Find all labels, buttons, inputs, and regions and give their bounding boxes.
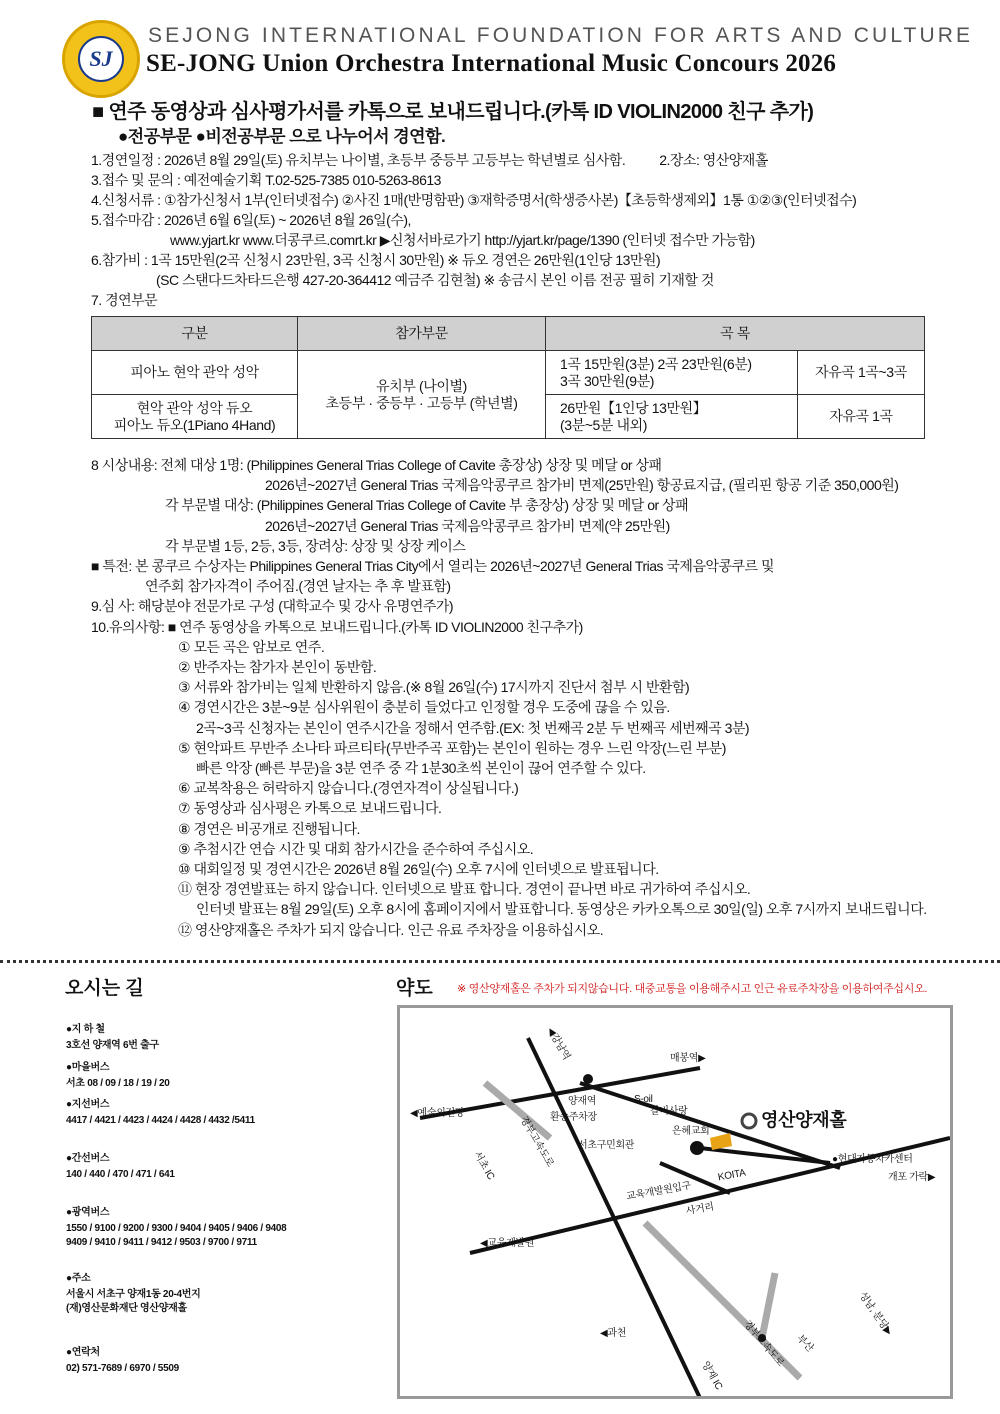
direction-text: 02) 571-7689 / 6970 / 5509 (66, 1363, 179, 1374)
detail-line: ⑦ 동영상과 심사평은 카톡으로 보내드립니다. (178, 800, 442, 817)
detail-line: 각 부문별 1등, 2등, 3등, 장려상: 상장 및 상장 케이스 (165, 537, 466, 554)
foundation-logo: SJ (62, 20, 140, 98)
detail-line: ⑤ 현악파트 무반주 소나타 파르티타(무반주곡 포함)는 본인이 원하는 경우 느린 악장(느린 부분) (178, 739, 726, 756)
notice-headline: ■ 연주 동영상과 심사평가서를 카톡으로 보내드립니다.(카톡 ID VIOLIN2000 친구 추가) (92, 101, 814, 123)
direction-label: ●간선버스 (66, 1153, 110, 1164)
direction-text: 서초 08 / 09 / 18 / 19 / 20 (66, 1078, 170, 1089)
map-label: ◀강남역 (544, 1025, 572, 1062)
venue-label: 영산양재홀 (761, 1110, 847, 1130)
detail-line: 2026년~2027년 General Trias 국제음악콩쿠르 참가비 면제(약 25만원) (265, 517, 670, 534)
info-line: 3.접수 및 문의 : 예전예술기획 T.02-525-7385 010-5263-8613 (91, 172, 441, 188)
info-line: 4.신청서류 : ①참가신청서 1부(인터넷접수) ②사진 1매(반명함판) ③재학증명서(학생증사본)【초등학생제외】1통 ①②③(인터넷접수) (91, 192, 857, 208)
detail-line: ⑧ 경연은 비공개로 진행됩니다. (178, 820, 360, 837)
info-row (91, 151, 768, 169)
direction-item (66, 1023, 159, 1053)
map-label: KOITA (717, 1167, 747, 1184)
direction-text: 9409 / 9410 / 9411 / 9412 / 9503 / 9700 / 9711 (66, 1237, 257, 1248)
division-cell: 유치부 (나이별) 초등부 · 중등부 · 고등부 (학년별) (298, 351, 546, 439)
detail-line: ⑥ 교복착용은 허락하지 않습니다.(경연자격이 상실됩니다.) (178, 780, 519, 797)
map-label: ●현대자동차카센터 (832, 1154, 913, 1165)
detail-line: ⑩ 대회일정 및 경연시간은 2026년 8월 26일(수) 오후 7시에 인터넷으로 발표됩니다. (178, 861, 659, 877)
direction-item (66, 1098, 255, 1128)
info-line: (SC 스탠다드차타드은행 427-20-364412 예금주 김현철) ※ 송금시 본인 이름 전공 필히 기재할 것 (156, 272, 714, 288)
location-map (397, 1005, 953, 1399)
detail-line: ① 모든 곡은 암보로 연주. (178, 638, 325, 655)
map-label: 서초구민회관 (578, 1140, 635, 1151)
info-line: 5.접수마감 : 2026년 6월 6일(토) ~ 2026년 8월 26일(수), (91, 212, 411, 228)
detail-line: ⑨ 추첨시간 연습 시간 및 대회 참가시간을 준수하여 주십시오. (178, 840, 534, 857)
map-label: 사거리 (685, 1201, 715, 1218)
map-label: ◀과천 (600, 1328, 627, 1339)
detail-line: 인터넷 발표는 8월 29일(토) 오후 8시에 홈페이지에서 발표합니다. 동영상은 카카오톡으로 30일(일) 오후 7시까지 보내드립니다. (196, 901, 927, 918)
direction-text: 1550 / 9100 / 9200 / 9300 / 9404 / 9405 / 9406 / 9408 (66, 1223, 287, 1234)
map-label: 매봉역▶ (670, 1053, 706, 1064)
divider (0, 960, 1000, 963)
direction-text: 140 / 440 / 470 / 471 / 641 (66, 1169, 175, 1180)
direction-item (66, 1206, 286, 1250)
map-label: 은혜교회 (672, 1126, 710, 1137)
detail-line: ⑪ 현장 경연발표는 하지 않습니다. 인터넷으로 발표 합니다. 경연이 끝나면 바로 귀가하여 주십시오. (178, 881, 751, 898)
info-line: 7. 경연부문 (91, 292, 158, 308)
org-name: SEJONG INTERNATIONAL FOUNDATION FOR ARTS AND CULTURE (148, 24, 974, 47)
direction-text: 4417 / 4421 / 4423 / 4424 / 4428 / 4432 /5411 (66, 1115, 255, 1126)
info-line: 6.참가비 : 1곡 15만원(2곡 신청시 23만원, 3곡 신청시 30만원) ※ 듀오 경연은 26만원(1인당 13만원) (91, 252, 661, 268)
map-label: 성남, 분당▶ (856, 1290, 895, 1338)
map-roads (400, 1008, 950, 1396)
map-label: 경부고속도로 (741, 1318, 786, 1369)
directions-title: 오시는 길 (65, 978, 144, 999)
detail-line: 빠른 악장 (빠른 부문)을 3분 연주 중 각 1분30초씩 본인이 끊어 연주할 수 있다. (196, 760, 646, 776)
map-label: 서초 IC (471, 1149, 497, 1182)
map-label: S-oil (634, 1094, 653, 1105)
map-label: 경부고속도로 (517, 1114, 556, 1169)
detail-line: ② 반주자는 참가자 본인이 동반함. (178, 659, 377, 675)
map-label: ◀교육개발원 (480, 1238, 535, 1249)
map-label: 개포 가락▶ (888, 1172, 936, 1183)
direction-label: ●지 하 철 (66, 1024, 105, 1035)
detail-line: ⑫ 영산양재홀은 주차가 되지 않습니다. 인근 유료 주차장을 이용하십시오. (178, 921, 604, 938)
direction-item (66, 1152, 175, 1182)
info-line: 2.장소: 영산양재홀 (659, 152, 768, 168)
detail-line: 연주회 참가자격이 주어짐.(경연 날자는 추 후 발표함) (145, 578, 451, 595)
direction-label: ●광역버스 (66, 1207, 110, 1218)
map-label: 환승주차장 (550, 1112, 597, 1123)
detail-line: 2026년~2027년 General Trias 국제음악콩쿠르 참가비 면제(25만원) 항공료지급, (필리핀 항공 기준 350,000원) (265, 477, 899, 494)
detail-line: ④ 경연시간은 3분~9분 심사위원이 충분히 들었다고 인정할 경우 도중에 끊을 수 있음. (178, 699, 670, 716)
direction-text: (재)영산문화재단 영산양재홀 (66, 1303, 187, 1314)
direction-item (66, 1061, 170, 1091)
map-note: ※ 영산양재홀은 주차가 되지않습니다. 대중교통을 이용해주시고 인근 유료주차장을 이용하여주십시오. (457, 983, 928, 995)
detail-line: 10.유의사항: ■ 연주 동영상을 카톡으로 보내드립니다.(카톡 ID VIOLIN2000 친구추가) (91, 618, 583, 635)
detail-line: ③ 서류와 참가비는 일체 반환하지 않음.(※ 8월 26일(수) 17시까지 진단서 첨부 시 반환함) (178, 679, 690, 696)
direction-label: ●마을버스 (66, 1062, 110, 1073)
map-label: 양재역 (568, 1096, 597, 1107)
map-label: 양재 IC (699, 1359, 725, 1392)
direction-text: 3호선 양재역 6번 출구 (66, 1040, 159, 1051)
competition-table: 구분 참가부문 곡 목 피아노 현악 관악 성악 유치부 (나이별) 초등부 · 중등부 · 고등부 (학년별) 1곡 15만원(3분) 2곡 23만원(6분) 3곡 30만원(9분) 자유곡 1곡~3곡 현악 관악 성악 듀오 피아노 듀오(1Piano 4Hand) 26만원【1인당 13만원】 (3분~5분 내외) 자유곡 1곡 (91, 316, 925, 439)
detail-line: 2곡~3곡 신청자는 본인이 연주시간을 정해서 연주함.(EX: 첫 번째곡 2분 두 번째곡 세번째곡 3분) (196, 719, 750, 736)
map-label: 부산 (794, 1333, 816, 1355)
notice-sub: ●전공부문 ●비전공부문 으로 나누어서 경연함. (118, 127, 446, 146)
detail-line: 9.심 사: 해당분야 전문가로 구성 (대학교수 및 강사 유명연주가) (91, 598, 454, 615)
direction-label: ●지선버스 (66, 1099, 110, 1110)
detail-line: 각 부문별 대상: (Philippines General Trias College of Cavite 부 총장상) 상장 및 메달 or 상패 (165, 497, 689, 514)
detail-line: ■ 특전: 본 콩쿠르 수상자는 Philippines General Trias City에서 열리는 2026년~2027년 General Trias 국제음악콩쿠르 및 (91, 558, 774, 574)
direction-item (66, 1346, 179, 1376)
direction-label: ●주소 (66, 1273, 91, 1284)
map-label: ◀예술의전당 (410, 1108, 465, 1119)
page-title: SE-JONG Union Orchestra International Music Concours 2026 (146, 50, 837, 77)
info-line: www.yjart.kr www.더콩쿠르.comrt.kr ▶신청서바로가기 http://yjart.kr/page/1390 (인터넷 접수만 가능함) (170, 232, 755, 248)
direction-item (66, 1272, 200, 1316)
map-label: 갈비사랑 (650, 1106, 688, 1117)
detail-line: 8 시상내용: 전체 대상 1명: (Philippines General Trias College of Cavite 총장상) 상장 및 메달 or 상패 (91, 457, 662, 473)
direction-text: 서울시 서초구 양재1동 20-4번지 (66, 1289, 201, 1300)
map-title: 약도 (396, 978, 433, 999)
info-line: 1.경연일정 : 2026년 8월 29일(토) 유치부는 나이별, 초등부 중등부 고등부는 학년별로 심사함. (91, 152, 626, 168)
direction-label: ●연락처 (66, 1347, 100, 1358)
map-label: 교육개발원입구 (625, 1180, 692, 1203)
